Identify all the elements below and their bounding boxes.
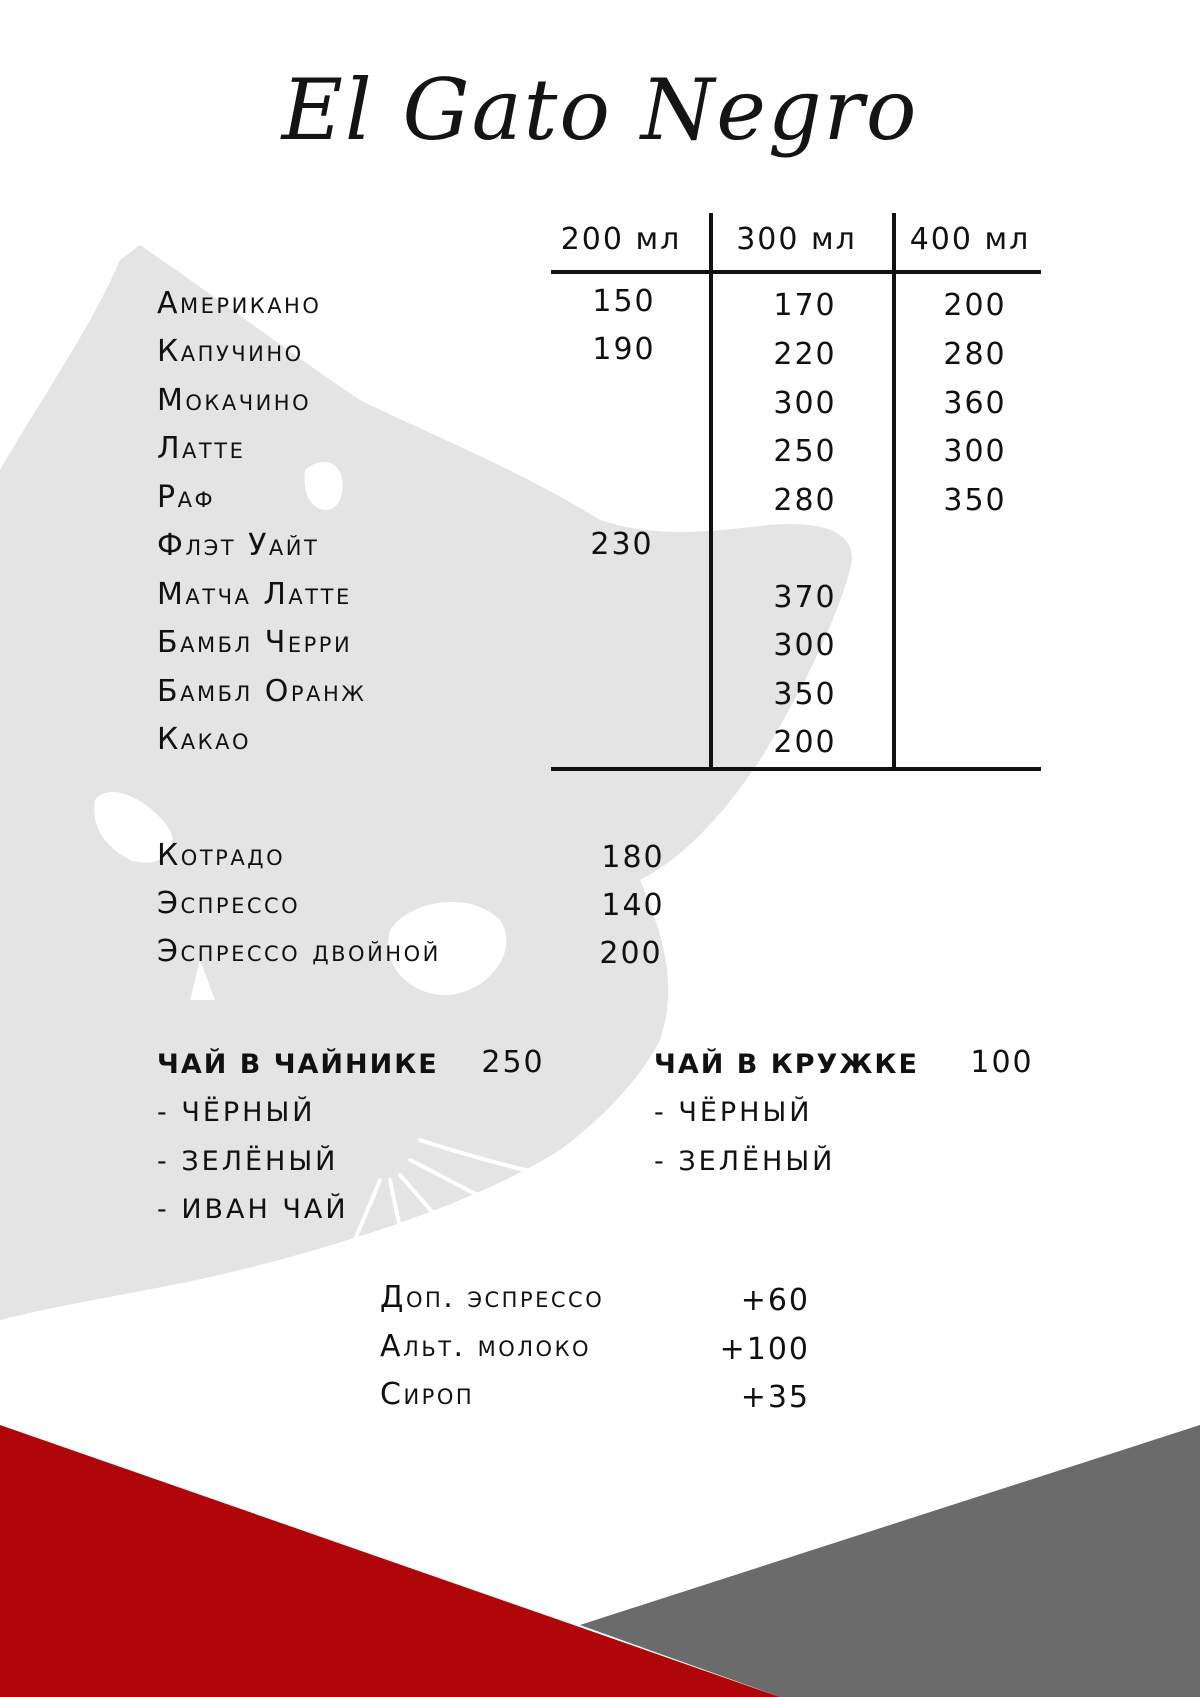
extra-item-price: +60: [740, 1283, 810, 1318]
drink-name: Капучино: [157, 334, 304, 369]
price-200: 190: [592, 332, 656, 367]
extra-item-price: +100: [719, 1332, 810, 1367]
tea-pot-price: 250: [481, 1045, 545, 1080]
table-header-rule: [551, 270, 1041, 274]
tea-mug-item: - ЗЕЛЁНЫЙ: [654, 1146, 836, 1177]
tea-pot-item: - ИВАН ЧАЙ: [157, 1194, 349, 1225]
drink-name: Бамбл Оранж: [157, 674, 367, 709]
tea-mug-title: ЧАЙ В КРУЖКЕ: [654, 1049, 919, 1080]
price-400: 280: [943, 337, 1007, 372]
price-300: 300: [773, 386, 837, 421]
price-400: 350: [943, 483, 1007, 518]
espresso-item-name: Котрадо: [157, 838, 286, 873]
extra-item-name: Доп. эспрессо: [380, 1280, 605, 1315]
column-header-300: 300 мл: [736, 222, 857, 257]
price-400: 300: [943, 434, 1007, 469]
drink-name: Мокачино: [157, 383, 312, 418]
drink-name: Матча Латте: [157, 577, 352, 612]
espresso-item-price: 140: [601, 888, 665, 923]
price-400: 360: [943, 386, 1007, 421]
drink-name: Латте: [157, 431, 246, 466]
drink-name: Флэт Уайт: [157, 528, 320, 563]
drink-name: Раф: [157, 480, 216, 515]
extra-item-name: Альт. молоко: [380, 1329, 592, 1364]
tea-mug-price: 100: [970, 1045, 1034, 1080]
price-200: 230: [590, 527, 654, 562]
tea-pot-title: ЧАЙ В ЧАЙНИКЕ: [157, 1049, 439, 1080]
price-200: 150: [592, 284, 656, 319]
drink-name: Бамбл Черри: [157, 625, 353, 660]
table-divider-2: [892, 213, 896, 771]
price-300: 200: [773, 725, 837, 760]
column-header-400: 400 мл: [909, 222, 1031, 257]
gray-corner-shape: [580, 1425, 1200, 1697]
price-300: 220: [773, 337, 837, 372]
price-300: 350: [773, 677, 837, 712]
price-300: 280: [773, 483, 837, 518]
espresso-item-name: Эспрессо: [157, 886, 301, 921]
price-300: 250: [773, 434, 837, 469]
espresso-item-price: 200: [599, 936, 663, 971]
table-divider-1: [709, 213, 713, 771]
tea-mug-item: - ЧЁРНЫЙ: [654, 1097, 813, 1128]
espresso-item-price: 180: [601, 840, 665, 875]
column-header-200: 200 мл: [560, 222, 682, 257]
extra-item-price: +35: [740, 1380, 810, 1415]
tea-pot-item: - ЗЕЛЁНЫЙ: [157, 1146, 339, 1177]
tea-pot-item: - ЧЁРНЫЙ: [157, 1097, 316, 1128]
price-300: 370: [773, 580, 837, 615]
drink-name: Американо: [157, 286, 322, 321]
brand-title: El Gato Negro: [281, 61, 919, 159]
price-300: 170: [773, 288, 837, 323]
red-corner-shape: [0, 1425, 780, 1697]
drink-name: Какао: [157, 722, 251, 757]
price-300: 300: [773, 628, 837, 663]
price-400: 200: [943, 288, 1007, 323]
espresso-item-name: Эспрессо двойной: [157, 934, 441, 969]
table-bottom-rule: [551, 767, 1041, 771]
extra-item-name: Сироп: [380, 1377, 475, 1412]
